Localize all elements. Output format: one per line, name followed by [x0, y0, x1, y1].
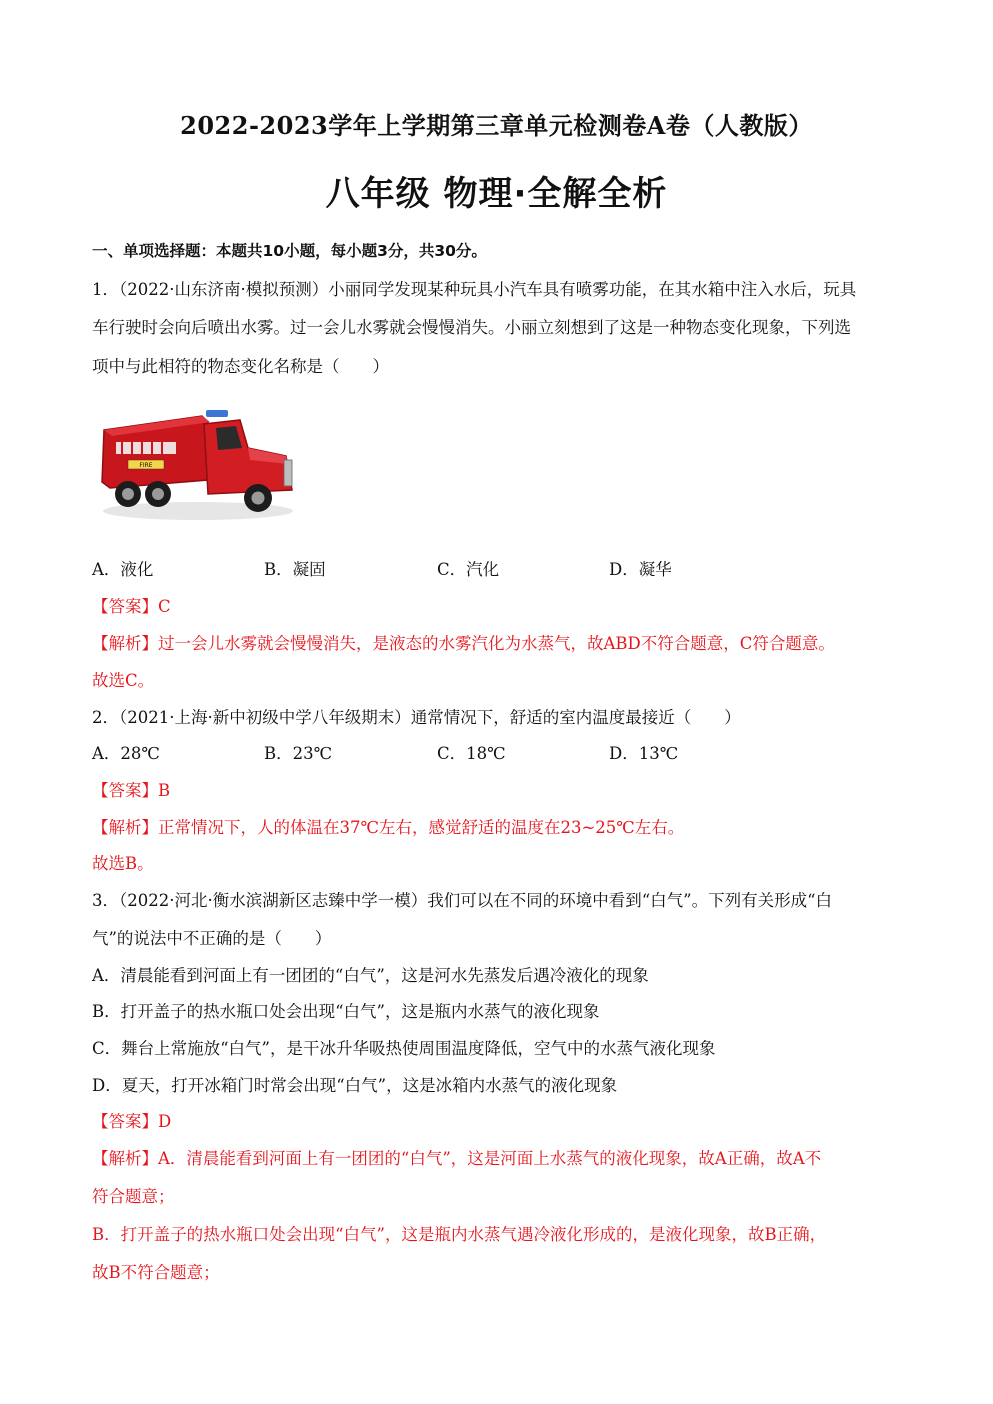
q2-option-a: A．28℃	[92, 744, 160, 763]
q1-stem-line1: 1．（2022·山东济南·模拟预测）小丽同学发现某种玩具小汽车具有喷雾功能，在其水箱中注入水后，玩具	[92, 280, 857, 299]
truck-beacon	[206, 410, 228, 417]
q2-stem-line1: 2．（2021·上海·新中初级中学八年级期末）通常情况下，舒适的室内温度最接近（ ）	[92, 708, 741, 727]
q1-answer: 【答案】C	[92, 597, 171, 616]
q1-analysis-tag: 【解析】	[92, 634, 158, 653]
toy-fire-truck-image	[98, 398, 298, 523]
q3-analysis-a-text: A．清晨能看到河面上有一团团的“白气”，这是河面上水蒸气的液化现象，故A正确，故A不	[158, 1149, 822, 1168]
q2-analysis-tag: 【解析】	[92, 818, 158, 837]
truck-grille	[284, 460, 292, 486]
truck-white-panel	[116, 442, 176, 454]
q2-option-c: C．18℃	[437, 744, 506, 763]
q3-analysis-line3: B．打开盖子的热水瓶口处会出现“白气”，这是瓶内水蒸气遇冷液化形成的，是液化现象，故B正确，	[92, 1225, 827, 1244]
q3-analysis-line4: 故B不符合题意；	[92, 1263, 220, 1282]
q3-option-d: D．夏天，打开冰箱门时常会出现“白气”，这是冰箱内水蒸气的液化现象	[92, 1076, 618, 1095]
q1-conclusion: 故选C。	[92, 671, 155, 690]
q1-option-c: C．汽化	[437, 560, 500, 579]
q1-option-a: A．液化	[92, 560, 154, 579]
q2-conclusion: 故选B。	[92, 854, 154, 873]
q3-stem-line1: 3．（2022·河北·衡水滨湖新区志臻中学一模）我们可以在不同的环境中看到“白气”。下列有关形成“白	[92, 891, 833, 910]
q1-stem-line2: 车行驶时会向后喷出水雾。过一会儿水雾就会慢慢消失。小丽立刻想到了这是一种物态变化现象，下列选	[92, 318, 851, 337]
q3-analysis-line2: 符合题意；	[92, 1187, 175, 1206]
section-heading: 一、单项选择题：本题共10小题，每小题3分，共30分。	[92, 242, 487, 260]
q3-analysis-tag: 【解析】	[92, 1149, 158, 1168]
q2-option-b: B．23℃	[264, 744, 333, 763]
q2-analysis-text: 正常情况下，人的体温在37℃左右，感觉舒适的温度在23~25℃左右。	[158, 818, 685, 837]
q1-option-d: D．凝华	[609, 560, 672, 579]
q1-option-b: B．凝固	[264, 560, 326, 579]
q1-analysis	[92, 630, 835, 654]
document-title: 2022-2023学年上学期第三章单元检测卷A卷（人教版）	[180, 111, 813, 140]
q1-stem-line3: 项中与此相符的物态变化名称是（ ）	[92, 357, 389, 376]
q3-option-c: C．舞台上常施放“白气”，是干冰升华吸热使周围温度降低，空气中的水蒸气液化现象	[92, 1039, 716, 1058]
document-subtitle: 八年级 物理·全解全析	[325, 174, 668, 214]
truck-label-text: FIRE	[139, 462, 153, 469]
q3-analysis-line1	[92, 1145, 821, 1169]
q1-analysis-text: 过一会儿水雾就会慢慢消失，是液态的水雾汽化为水蒸气，故ABD不符合题意，C符合题意。	[158, 634, 835, 653]
q2-option-d: D．13℃	[609, 744, 679, 763]
q3-option-b: B．打开盖子的热水瓶口处会出现“白气”，这是瓶内水蒸气的液化现象	[92, 1002, 600, 1021]
q3-stem-line2: 气”的说法中不正确的是（ ）	[92, 929, 332, 948]
q2-answer: 【答案】B	[92, 781, 171, 800]
q2-analysis	[92, 814, 684, 838]
q3-option-a: A．清晨能看到河面上有一团团的“白气”，这是河水先蒸发后遇冷液化的现象	[92, 966, 649, 985]
q3-answer: 【答案】D	[92, 1112, 172, 1131]
